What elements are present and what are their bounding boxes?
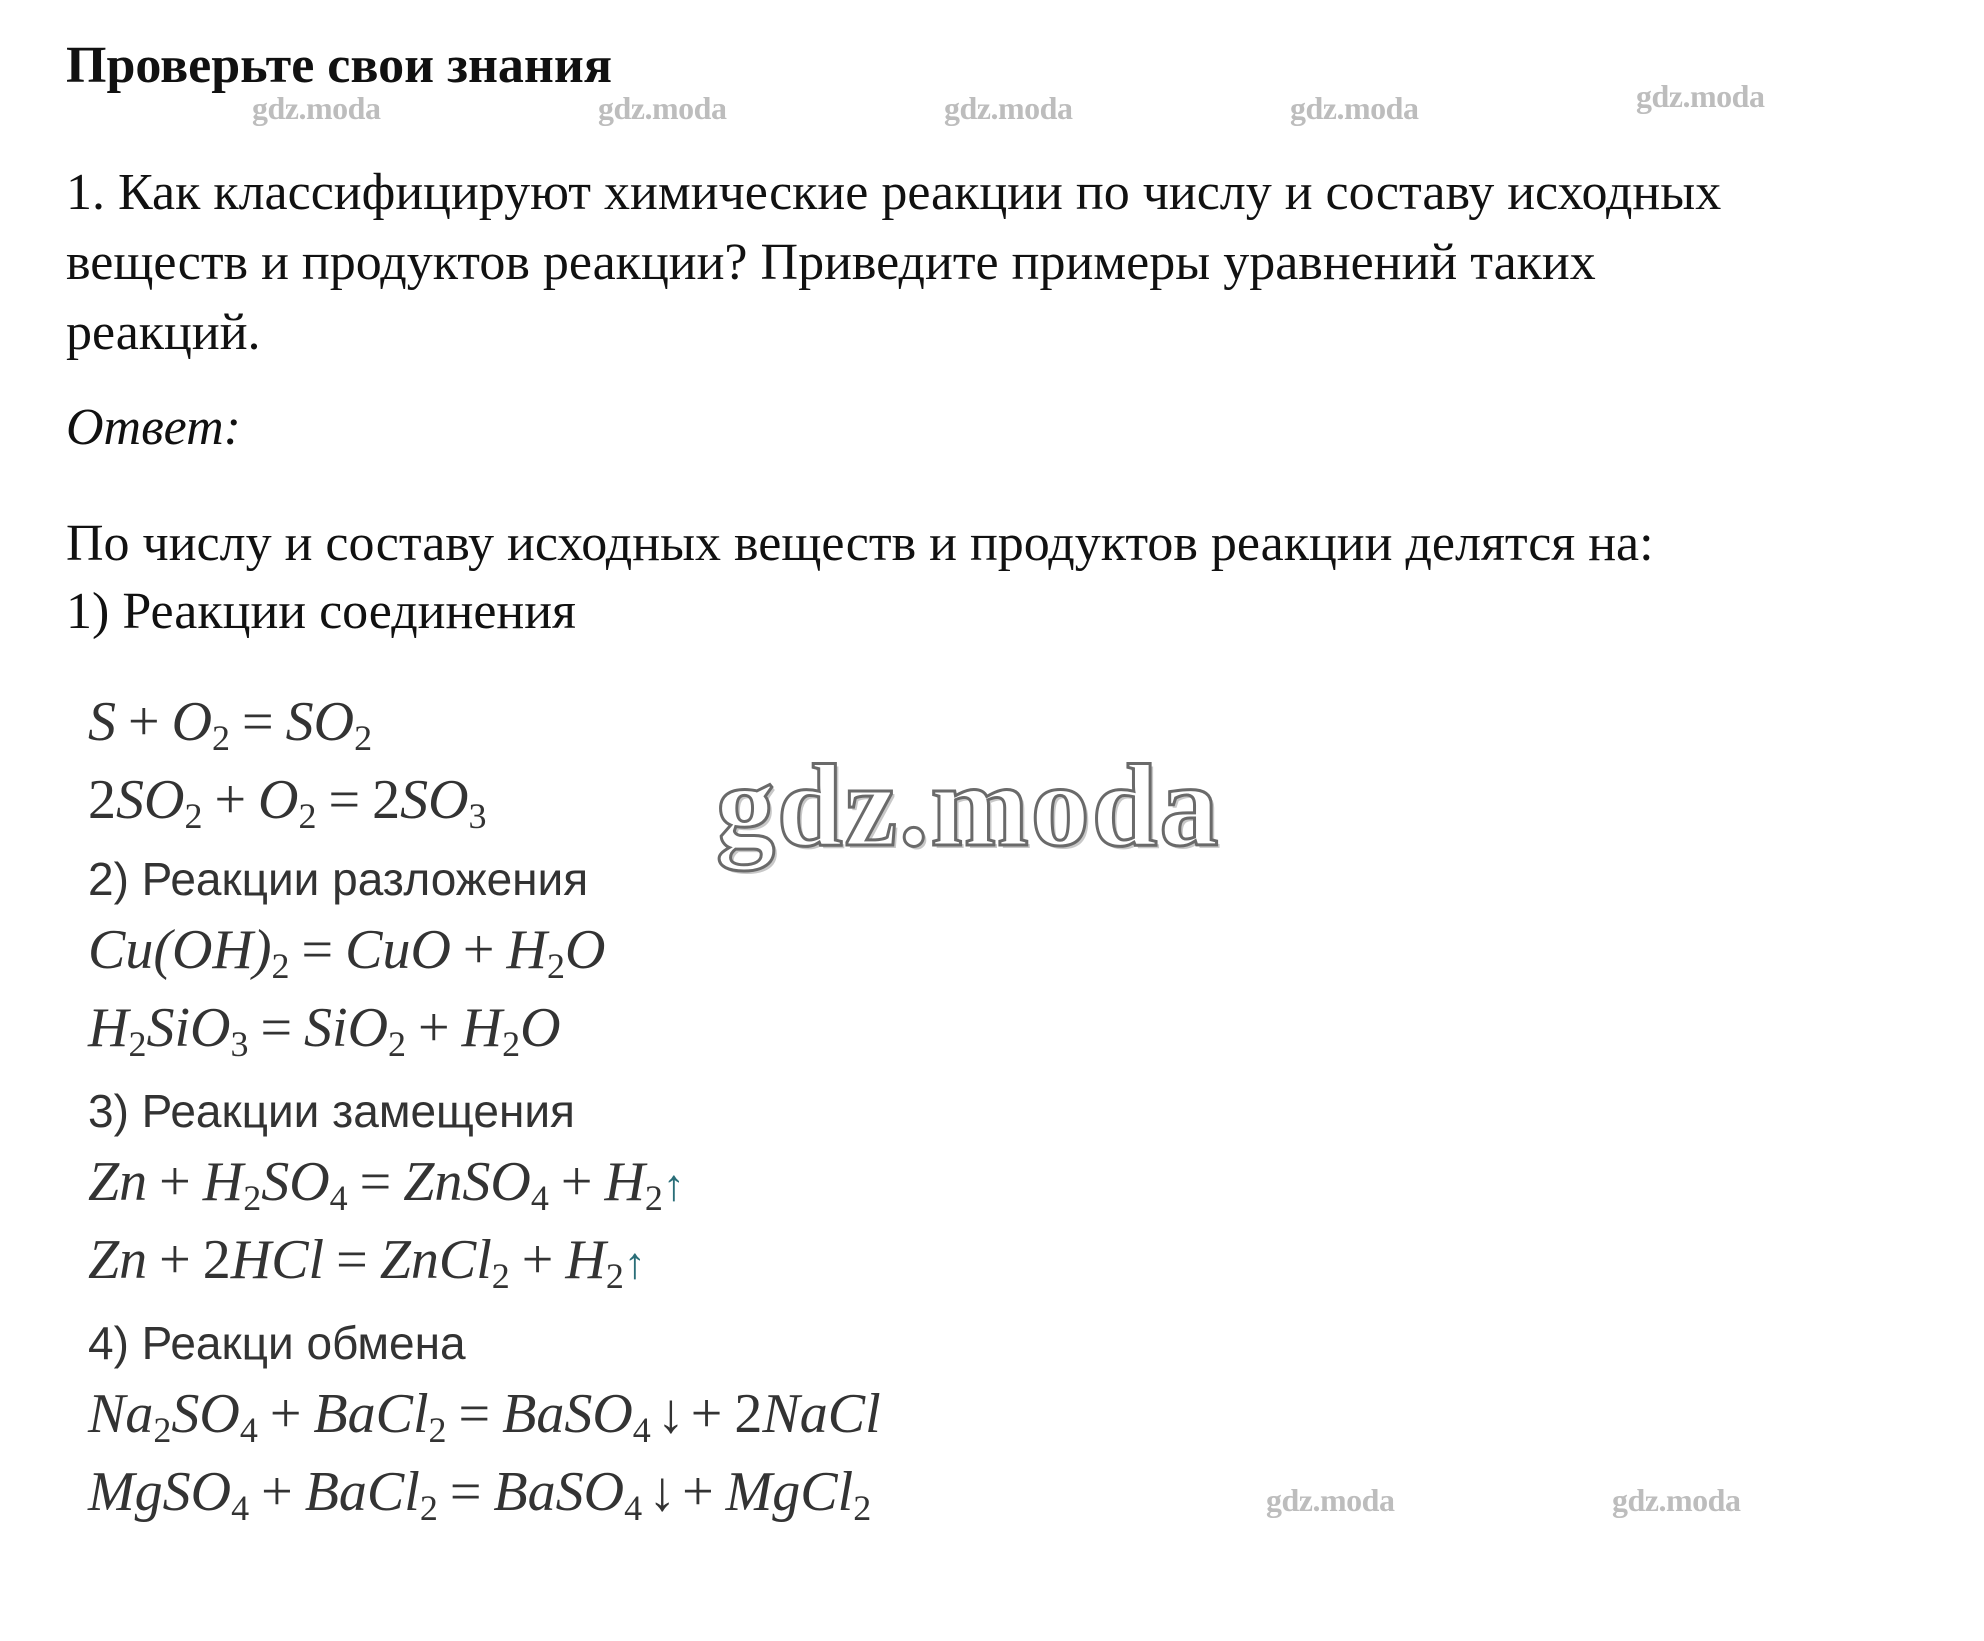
- gas-arrow-icon: ↑: [662, 1161, 685, 1210]
- section-3-heading: 3) Реакции замещения: [88, 1085, 575, 1137]
- intro-line-1: По числу и составу исходных веществ и продуктов реакции делятся на:: [66, 515, 1654, 572]
- page-title: Проверьте свои знания: [66, 37, 612, 94]
- answer-intro: [66, 510, 1654, 646]
- section-1-heading: 1) Реакции соединения: [66, 583, 576, 640]
- question-line-1: 1. Как классифицируют химические реакции по числу и составу исходных: [66, 164, 1722, 221]
- watermark-small: gdz.moda: [1612, 1482, 1741, 1518]
- equation-1: $S + O_2 = SO_2$: [88, 691, 373, 758]
- equation-2: $2SO_2 + O_2 = 2SO_3$: [88, 769, 487, 836]
- equation-6: Zn + 2HCl = ZnCl$_2$ + $H_2↑$: [88, 1229, 646, 1296]
- section-2-heading: 2) Реакции разложения: [88, 853, 589, 905]
- watermark-small: gdz.moda: [598, 90, 727, 126]
- question-line-3: реакций.: [66, 304, 261, 361]
- equation-7: $Na_2SO_4$ + BaCl$_2$ = BaSO$_4$ ↓ + 2NaCl: [88, 1383, 881, 1450]
- equation-4: $H_2SiO_3 = SiO_2 + H_2O$: [88, 997, 561, 1064]
- watermark-small: gdz.moda: [1290, 90, 1419, 126]
- gas-arrow-icon: ↑: [623, 1239, 646, 1288]
- equation-8: MgSO$_4$ + BaCl$_2$ = BaSO$_4$ ↓ + MgCl$_2$: [88, 1461, 872, 1528]
- watermark-small: gdz.moda: [1636, 78, 1765, 114]
- precipitate-arrow-icon: ↓: [648, 1461, 677, 1523]
- question-line-2: веществ и продуктов реакции? Приведите примеры уравнений таких: [66, 234, 1596, 291]
- watermark-small: gdz.moda: [252, 90, 381, 126]
- answer-label: Ответ:: [66, 399, 241, 456]
- precipitate-arrow-icon: ↓: [656, 1383, 685, 1445]
- watermark-small: gdz.moda: [944, 90, 1073, 126]
- question-text: [66, 158, 1956, 368]
- equation-3: $Cu(OH)_2$ = CuO + $H_2O$: [88, 919, 606, 986]
- section-4-heading: 4) Реакци обмена: [88, 1317, 466, 1369]
- watermark-small: gdz.moda: [1266, 1482, 1395, 1518]
- watermark-large: gdz.moda: [716, 740, 1221, 871]
- equation-5: $Zn + H_2SO_4$ = ZnSO$_4$ + $H_2↑$: [88, 1151, 685, 1218]
